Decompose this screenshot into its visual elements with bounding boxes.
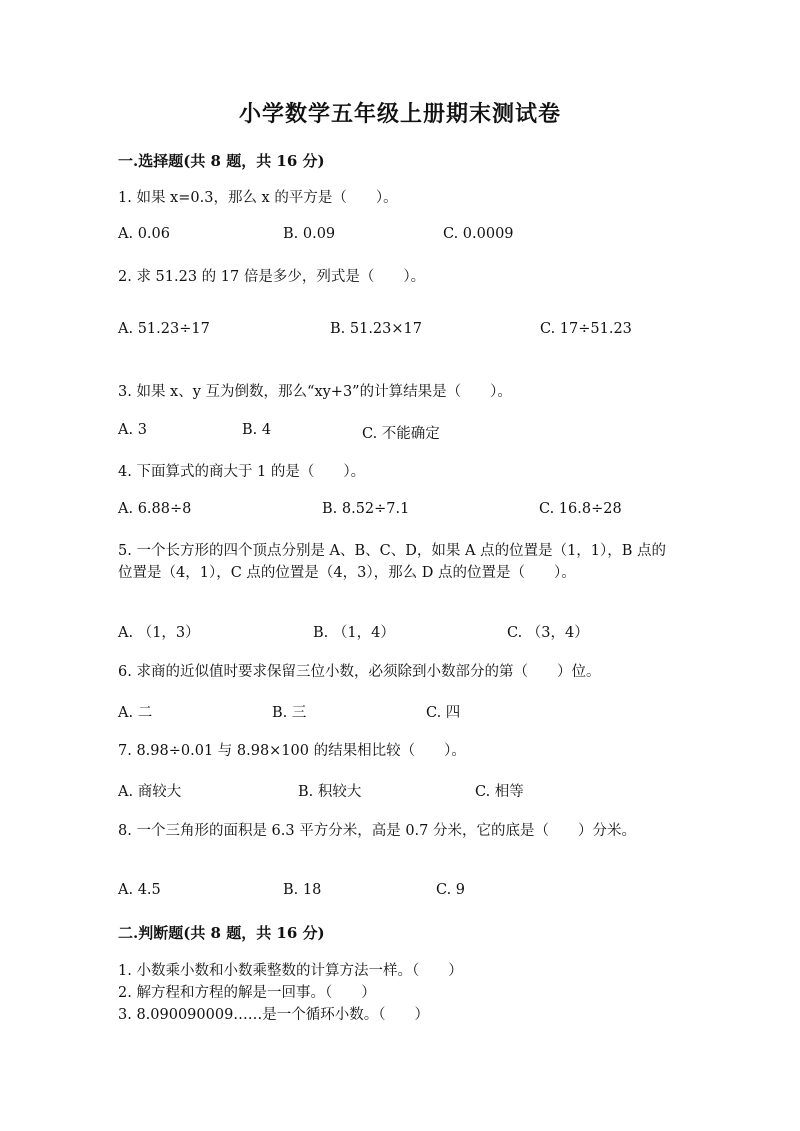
judgement-item-3: 3. 8.090090009……是一个循环小数。（ ）	[118, 1007, 430, 1023]
question-2: 2. 求 51.23 的 17 倍是多少，列式是（ ）。	[118, 269, 426, 285]
option-c: C. 0.0009	[443, 226, 514, 242]
question-1: 1. 如果 x=0.3，那么 x 的平方是（ ）。	[118, 190, 398, 206]
options-3	[118, 422, 678, 444]
judgement-item-2: 2. 解方程和方程的解是一回事。（ ）	[118, 985, 376, 1001]
option-a: A. 0.06	[118, 226, 170, 242]
question-4: 4. 下面算式的商大于 1 的是（ ）。	[118, 464, 366, 480]
option-b: B. 51.23×17	[330, 321, 422, 337]
option-b: B. 三	[272, 705, 307, 721]
option-c: C. 不能确定	[362, 426, 440, 442]
question-8: 8. 一个三角形的面积是 6.3 平方分米，高是 0.7 分米，它的底是（ ）分米。	[118, 823, 636, 839]
option-a: A. 6.88÷8	[118, 501, 192, 517]
option-c: C. 9	[436, 882, 466, 898]
option-b: B. 18	[283, 882, 322, 898]
options-1	[118, 226, 678, 248]
options-4	[118, 501, 678, 523]
option-b: B. 0.09	[283, 226, 336, 242]
section-heading-judgement: 二.判断题(共 8 题，共 16 分)	[118, 924, 325, 942]
option-a: A. 4.5	[118, 882, 161, 898]
option-a: A. 商较大	[118, 784, 182, 800]
option-b: B. （1，4）	[313, 625, 395, 641]
option-b: B. 积较大	[298, 784, 362, 800]
question-3: 3. 如果 x、y 互为倒数，那么“xy+3”的计算结果是（ ）。	[118, 384, 512, 400]
options-7	[118, 780, 678, 802]
page-title: 小学数学五年级上册期末测试卷	[238, 101, 561, 127]
options-5	[118, 621, 678, 643]
judgement-item-1: 1. 小数乘小数和小数乘整数的计算方法一样。（ ）	[118, 963, 463, 979]
option-a: A. （1，3）	[118, 625, 200, 641]
question-7: 7. 8.98÷0.01 与 8.98×100 的结果相比较（ ）。	[118, 743, 466, 759]
option-c: C. 16.8÷28	[539, 501, 622, 517]
option-a: A. 51.23÷17	[118, 321, 210, 337]
options-2	[118, 321, 678, 343]
option-c: C. 17÷51.23	[540, 321, 632, 337]
option-c: C. 四	[426, 705, 461, 721]
option-c: C. （3，4）	[507, 625, 589, 641]
option-b: B. 8.52÷7.1	[322, 501, 410, 517]
option-c: C. 相等	[475, 784, 524, 800]
option-a: A. 3	[118, 422, 147, 438]
options-8	[118, 882, 678, 904]
option-a: A. 二	[118, 705, 153, 721]
option-b: B. 4	[242, 422, 272, 438]
question-5: 5. 一个长方形的四个顶点分别是 A、B、C、D，如果 A 点的位置是（1，1），B 点的位置是（4，1），C 点的位置是（4，3），那么 D 点的位置是（ ）。	[118, 543, 667, 581]
question-6: 6. 求商的近似值时要求保留三位小数，必须除到小数部分的第（ ）位。	[118, 664, 601, 680]
section-heading-choice: 一.选择题(共 8 题，共 16 分)	[118, 152, 325, 170]
options-6	[118, 701, 678, 723]
